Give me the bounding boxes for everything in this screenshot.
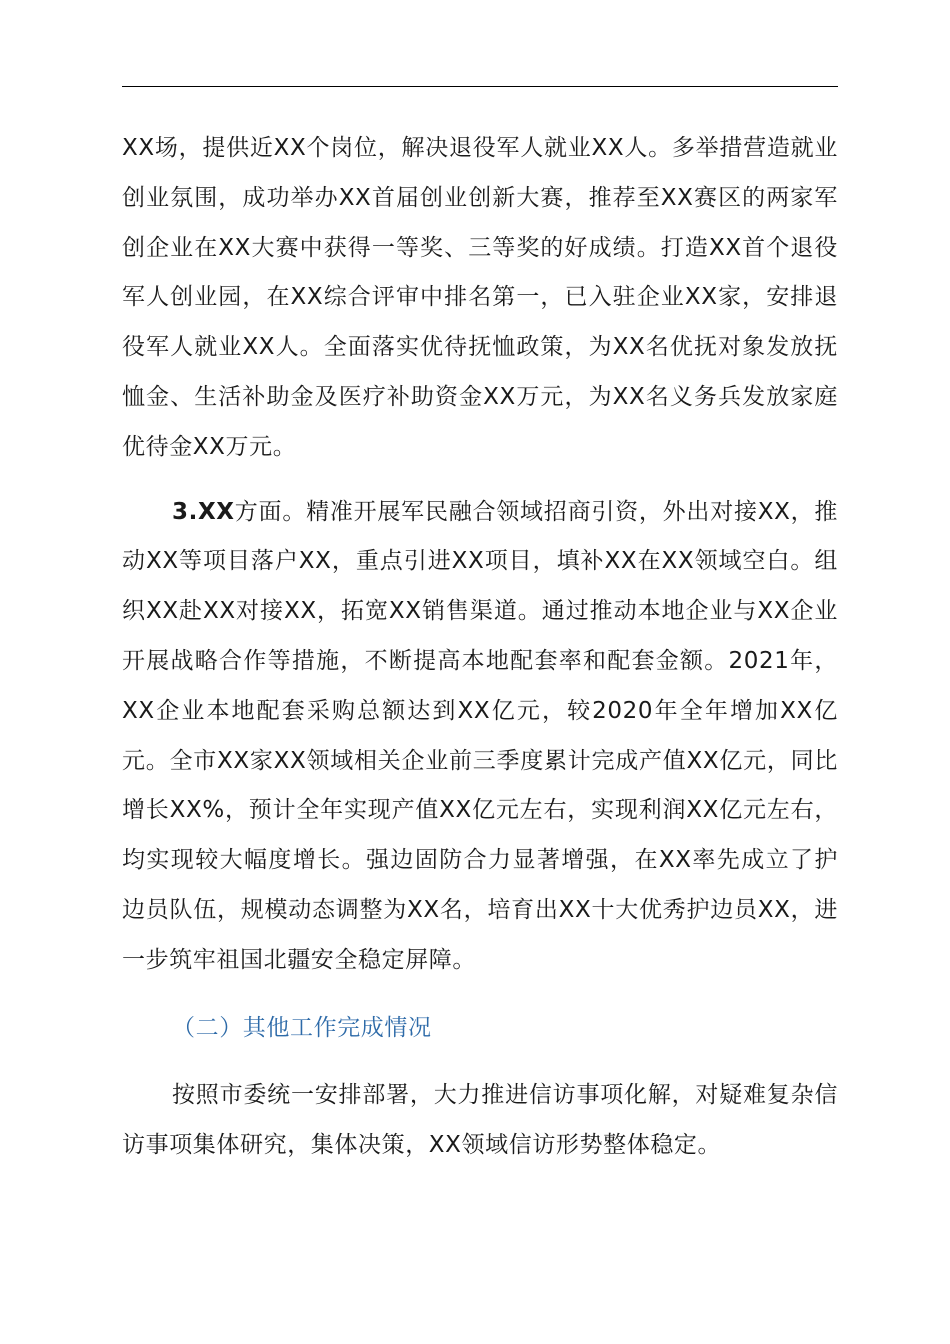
paragraph-employment: XX场，提供近XX个岗位，解决退役军人就业XX人。多举措营造就业创业氛围，成功举办XX首届创业创新大赛，推荐至XX赛区的两家军创企业在XX大赛中获得一等奖、三等奖的好成绩。打造XX首个退役军人创业园，在XX综合评审中排名第一，已入驻企业XX家，安排退役军人就业XX人。全面落实优待抚恤政策，为XX名优抚对象发放抚恤金、生活补助金及医疗补助资金XX万元，为XX名义务兵发放家庭优待金XX万元。 bbox=[122, 135, 838, 460]
header-rule bbox=[122, 86, 838, 87]
subheading-other-work: （二）其他工作完成情况 bbox=[172, 1014, 432, 1041]
section-number: 3.XX bbox=[172, 498, 235, 525]
paragraph-section-3 bbox=[122, 488, 838, 986]
document-body bbox=[122, 124, 838, 1171]
paragraph-petition: 按照市委统一安排部署，大力推进信访事项化解，对疑难复杂信访事项集体研究，集体决策，XX领域信访形势整体稳定。 bbox=[122, 1082, 838, 1159]
section-3-text: 方面。精准开展军民融合领域招商引资，外出对接XX，推动XX等项目落户XX，重点引进XX项目，填补XX在XX领域空白。组织XX赴XX对接XX，拓宽XX销售渠道。通过推动本地企业与XX企业开展战略合作等措施，不断提高本地配套率和配套金额。2021年，XX企业本地配套采购总额达到XX亿元，较2020年全年增加XX亿元。全市XX家XX领域相关企业前三季度累计完成产值XX亿元，同比增长XX%，预计全年实现产值XX亿元左右，实现利润XX亿元左右，均实现较大幅度增长。强边固防合力显著增强，在XX率先成立了护边员队伍，规模动态调整为XX名，培育出XX十大优秀护边员XX，进一步筑牢祖国北疆安全稳定屏障。 bbox=[122, 498, 838, 973]
